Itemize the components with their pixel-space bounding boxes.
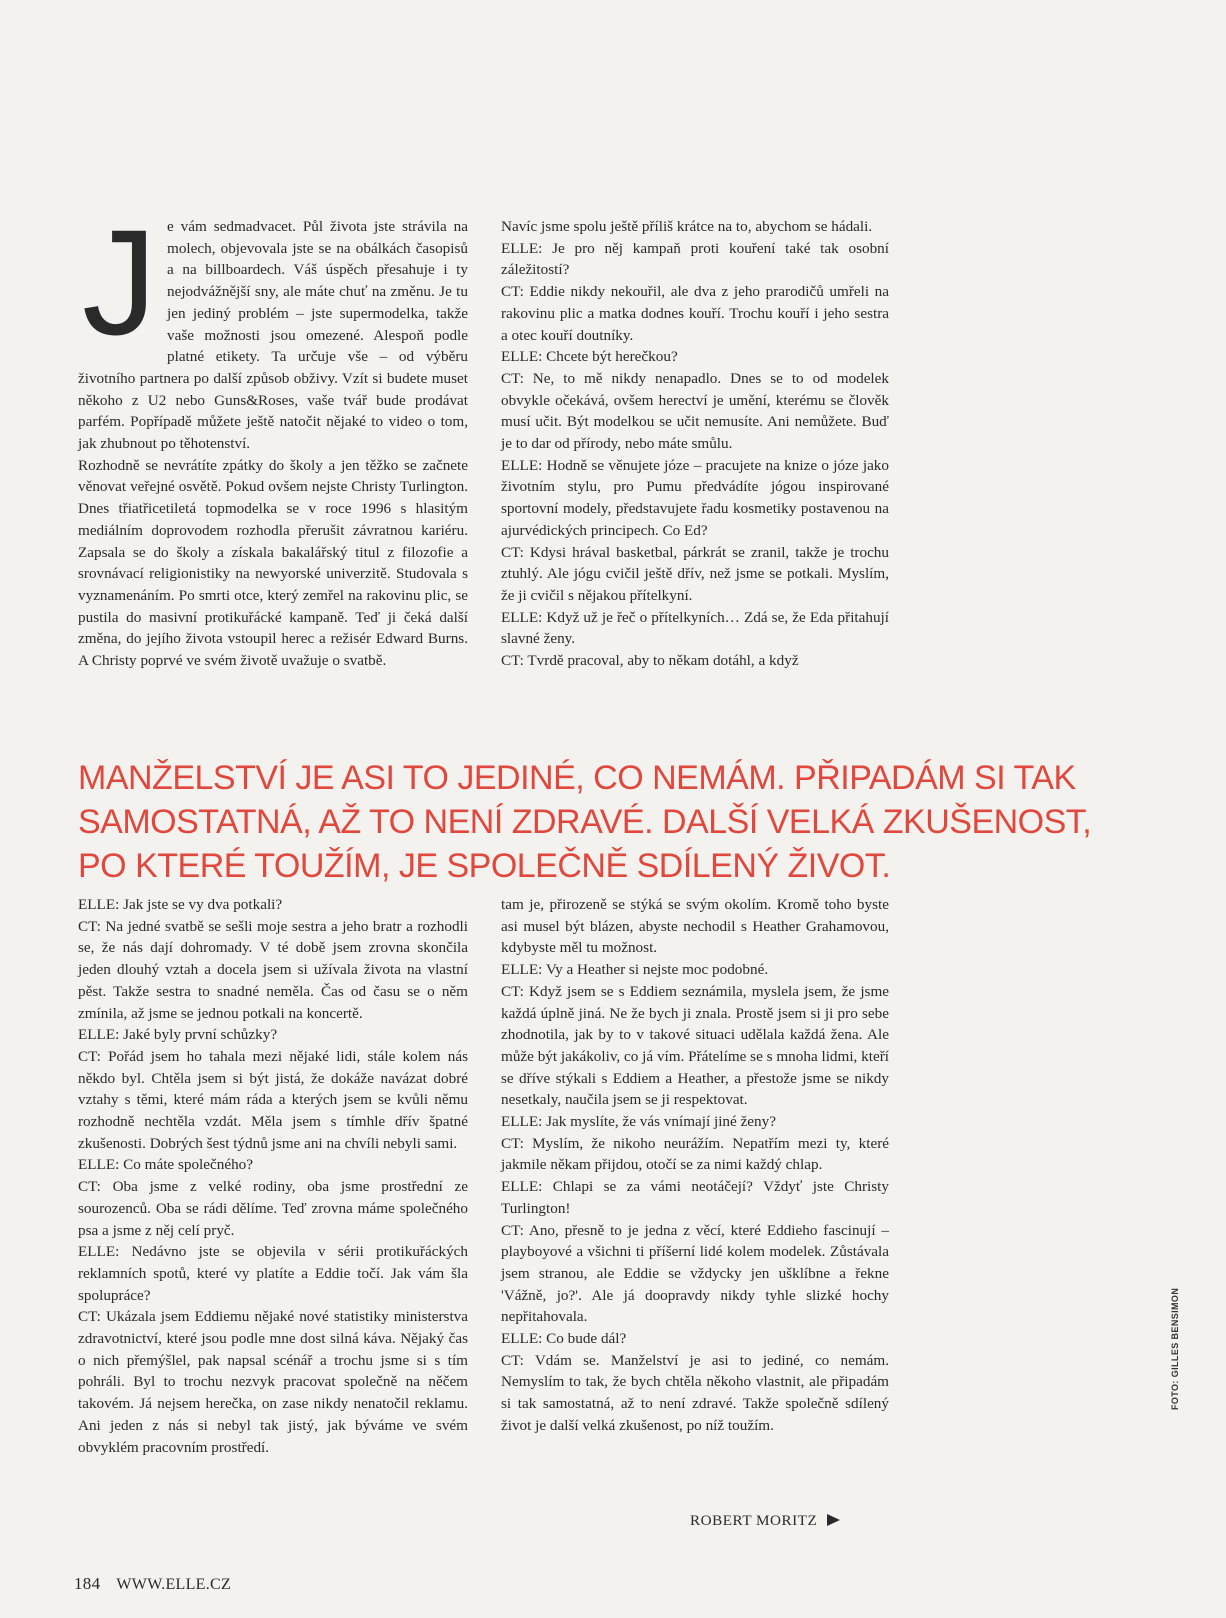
- interview-question: ELLE: Jak jste se vy dva potkali?: [78, 896, 283, 913]
- intro-paragraph: [78, 198, 468, 455]
- interview-question: ELLE: Hodně se věnujete józe – pracujete na knize o józe jako životním stylu, pro Pumu předvádíte jógou inspirované sportovní modely, představujete řadu kosmetiky postavenou na ajurvédických principech. Co Ed?: [501, 456, 889, 539]
- interview-question: ELLE: Vy a Heather si nejste moc podobné.: [501, 961, 769, 979]
- interview-question: ELLE: Je pro něj kampaň proti kouření také tak osobní záležitostí?: [501, 239, 889, 279]
- pull-quote-line: PO KTERÉ TOUŽÍM, JE SPOLEČNĚ SDÍLENÝ ŽIVOT.: [78, 847, 891, 885]
- interview-column-2: [501, 216, 889, 672]
- interview-column-4: [501, 894, 889, 1437]
- interview-answer: CT: Vdám se. Manželství je asi to jediné, co nemám. Nemyslím to tak, že bych chtěla někoho vlastnit, ale připadám si tak samostatná, až to není zdravé. Takže společně sdílený život je další velká zkušenost, po níž toužím.: [501, 1351, 889, 1434]
- interview-answer: CT: Pořád jsem ho tahala mezi nějaké lidi, stále kolem nás někdo byl. Chtěla jsem si být jistá, že dokáže navázat dobré vztahy s těmi, které mám ráda a kterých jsem se kvůli němu rozhodně nechtěla vzdát. Měla jsem s tímhle dřív špatné zkušenosti. Dobrých šest týdnů jsme ani na chvíli nebyli sami.: [78, 1047, 468, 1152]
- interview-column-3: [78, 894, 468, 1458]
- interview-question: ELLE: Co máte společného?: [78, 1156, 254, 1174]
- interview-answer: CT: Tvrdě pracoval, aby to někam dotáhl, a když: [501, 652, 799, 670]
- pull-quote-line: SAMOSTATNÁ, AŽ TO NENÍ ZDRAVÉ. DALŠÍ VELKÁ ZKUŠENOST,: [78, 803, 1092, 841]
- intro-column: [78, 198, 468, 672]
- interview-answer: CT: Ne, to mě nikdy nenapadlo. Dnes se to od modelek obvykle očekává, ovšem herectví je umění, kterému se člověk musí učit. Být modelkou se učit nemusíte. Ani nemůžete. Buď je to dar od přírody, nebo máte smůlu.: [501, 369, 889, 453]
- interview-answer: CT: Ano, přesně to je jedna z věcí, které Eddieho fascinují – playboyové a všichni ti příšerní lidé kolem modelek. Zůstávala jsem stranou, ale Eddie se vždycky jen ušklíbne a řekne 'Vážně, jo?'. Ale já doopravdy nikdy tyhle slizké hochy nepřitahovala.: [501, 1221, 889, 1326]
- interview-question: ELLE: Chcete být herečkou?: [501, 348, 678, 366]
- interview-answer: CT: Když jsem se s Eddiem seznámila, myslela jsem, že jsme každá úplně jiná. Ne že bych ji znala. Prostě jsem si ji pro sebe zhodnotila, jak by to v takové situaci udělala každá žena. Ale může být jakákoliv, co já vím. Přátelíme se s mnoha lidmi, kteří se dříve stýkali s Eddiem a Heather, a přestože jsme se nikdy nesetkaly, naučila jsem se ji respektovat.: [501, 982, 889, 1109]
- page-number: 184: [74, 1574, 101, 1593]
- interview-answer: CT: Ukázala jsem Eddiemu nějaké nové statistiky ministerstva zdravotnictví, které jsou podle mne dost silná káva. Nějaký čas o nich přemýšlel, pak napsal scénář a trochu jsme si s tím pohráli. Byl to trochu nezvyk pracovat společně na něčem takovém. Já nejsem herečka, on zase nikdy nenatočil reklamu. Ani jeden z nás si nebyl tak jistý, jak býváme ve svém obvyklém pracovním prostředí.: [78, 1308, 468, 1456]
- intro-text: e vám sedmadvacet. Půl života jste strávila na molech, objevovala jste se na obálkách časopisů a na billboardech. Váš úspěch přesahuje i ty nejodvážnější sny, ale máte chuť na změnu. Je tu jen jediný problém – jste supermodelka, takže vaše možnosti jsou omezené. Alespoň podle platné etikety. Ta určuje vše – od výběru životního partnera po další způsob obživy. Vzít si budete muset někoho z U2 nebo Guns&Roses, vaše tvář bude prodávat parfém. Popřípadě můžete ještě natočit nějaké to video o tom, jak zhubnout po těhotenství.: [78, 218, 468, 453]
- interview-answer: CT: Eddie nikdy nekouřil, ale dva z jeho prarodičů umřeli na rakovinu plic a matka dodnes kouří. Trochu kouří i jeho sestra a otec kouří doutníky.: [501, 283, 889, 344]
- interview-answer: CT: Kdysi hrával basketbal, párkrát se zranil, takže je trochu ztuhlý. Ale jógu cvičil ještě dřív, než jsme se potkali. Myslím, že ji cvičil s nějakou přítelkyní.: [501, 543, 889, 604]
- pull-quote-line: MANŽELSTVÍ JE ASI TO JEDINÉ, CO NEMÁM. PŘIPADÁM SI TAK: [78, 759, 1076, 797]
- interview-question: ELLE: Jak myslíte, že vás vnímají jiné ženy?: [501, 1113, 776, 1131]
- interview-question: ELLE: Když už je řeč o přítelkyních… Zdá se, že Eda přitahují slavné ženy.: [501, 608, 889, 648]
- interview-answer: CT: Na jedné svatbě se sešli moje sestra a jeho bratr a rozhodli se, že nás dají dohromady. V té době jsem zrovna skončila jeden dlouhý vztah a docela jsem si užívala života na vlastní pěst. Takže sestra to snadné neměla. Čas od času se o něm zmínila, až jsme se jednou potkali na koncertě.: [78, 917, 468, 1022]
- intro-paragraph-2: Rozhodně se nevrátíte zpátky do školy a jen těžko se začnete věnovat veřejné osvětě. Pokud ovšem nejste Christy Turlington. Dnes třiatřicetiletá topmodelka se v roce 1996 s hlasitým mediálním doprovodem rozhodla přerušit závratnou kariéru. Zapsala se do školy a získala bakalářský titul z filozofie a srovnávací religionistiky na newyorské univerzitě. Studovala s vyznamenáním. Po smrti otce, který zemřel na rakovinu plic, se pustila do masivní protikuřácké kampaně. Teď ji čeká další změna, do jejího života vstoupil herec a režisér Edward Burns. A Christy poprvé ve svém životě uvažuje o svatbě.: [78, 456, 468, 670]
- author-byline: [690, 1512, 840, 1530]
- page-footer: [74, 1574, 231, 1594]
- interview-answer: tam je, přirozeně se stýká se svým okolím. Kromě toho byste asi musel být blázen, abyste nechodil s Heather Grahamovou, kdybyste měl tu možnost.: [501, 896, 889, 957]
- drop-cap: J: [82, 198, 157, 366]
- interview-question: ELLE: Nedávno jste se objevila v sérii protikuřáckých reklamních spotů, které vy platíte a Eddie točí. Jak vám šla spolupráce?: [78, 1243, 468, 1304]
- arrow-right-icon: [827, 1514, 840, 1526]
- interview-question: ELLE: Co bude dál?: [501, 1330, 627, 1348]
- pull-quote: [78, 756, 1092, 888]
- interview-question: ELLE: Jaké byly první schůzky?: [78, 1026, 278, 1044]
- website-url: WWW.ELLE.CZ: [116, 1576, 232, 1593]
- interview-paragraph: Navíc jsme spolu ještě příliš krátce na to, abychom se hádali.: [501, 218, 873, 235]
- author-name: ROBERT MORITZ: [690, 1512, 818, 1529]
- photo-credit: FOTO: GILLES BENSIMON: [1170, 1287, 1180, 1410]
- interview-answer: CT: Oba jsme z velké rodiny, oba jsme prostřední ze sourozenců. Oba se rádi dělíme. Teď zrovna máme společného psa a jsme z něj celí pryč.: [78, 1178, 468, 1239]
- interview-answer: CT: Myslím, že nikoho neurážím. Nepatřím mezi ty, které jakmile někam přijdou, otočí se za nimi každý chlap.: [501, 1134, 889, 1174]
- interview-question: ELLE: Chlapi se za vámi neotáčejí? Vždyť jste Christy Turlington!: [501, 1178, 889, 1217]
